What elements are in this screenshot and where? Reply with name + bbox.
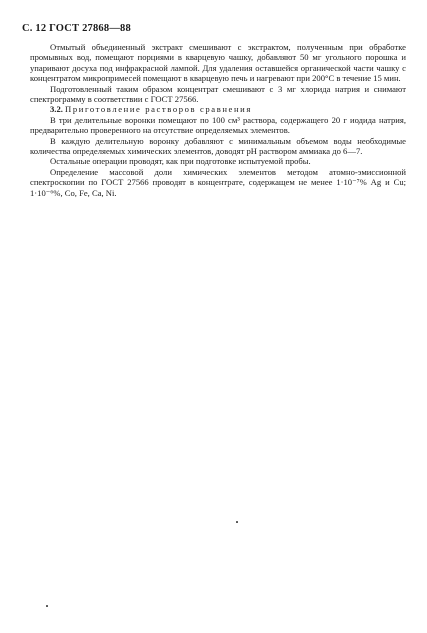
document-body [30,42,406,198]
section-number: 3.2. [50,104,63,115]
scan-speck [46,605,48,607]
scan-speck [236,521,238,523]
page-header: С. 12 ГОСТ 27868—88 [22,23,131,34]
paragraph-concentrate-mixing: Подготовленный таким образом концентрат смешивают с 3 мг хлорида натрия и снимают спектрограмму в соответствии с ГОСТ 27566. [30,83,406,105]
section-heading [30,104,406,114]
paragraph-elements-added: В каждую делительную воронку добавляют с минимальным объемом воды необходимые количества определяемых химических элементов, доводят рН раствором аммиака до 6—7. [30,135,406,157]
paragraph-extract-processing: Отмытый объединенный экстракт смешивают с экстрактом, полученным при обработке промывных вод, помещают порциями в кварцевую чашку, добавляют 50 мг угольного порошка и упаривают досуха под инфракрасной лампой. Для удаления оставшейся органической части чашку с концентратом микропримесей помещают в кварцевую печь и нагревают при 200°С в течение 15 мин. [30,42,406,84]
paragraph-determination: Определение массовой доли химических элементов методом атомно-эмиссионной спектроскопии по ГОСТ 27566 проводят в концентрате, содержащем не менее 1·10⁻⁷% Ag и Cu; 1·10⁻⁶%, Co, Fe, Ca, Ni. [30,166,406,198]
section-title: Приготовление растворов сравнения [65,104,252,115]
paragraph-funnels: В три делительные воронки помещают по 100 см³ раствора, содержащего 20 г иодида натрия, предварительно проверенного на отсутствие определяемых элементов. [30,114,406,136]
paragraph-other-operations: Остальные операции проводят, как при подготовке испытуемой пробы. [50,156,311,167]
